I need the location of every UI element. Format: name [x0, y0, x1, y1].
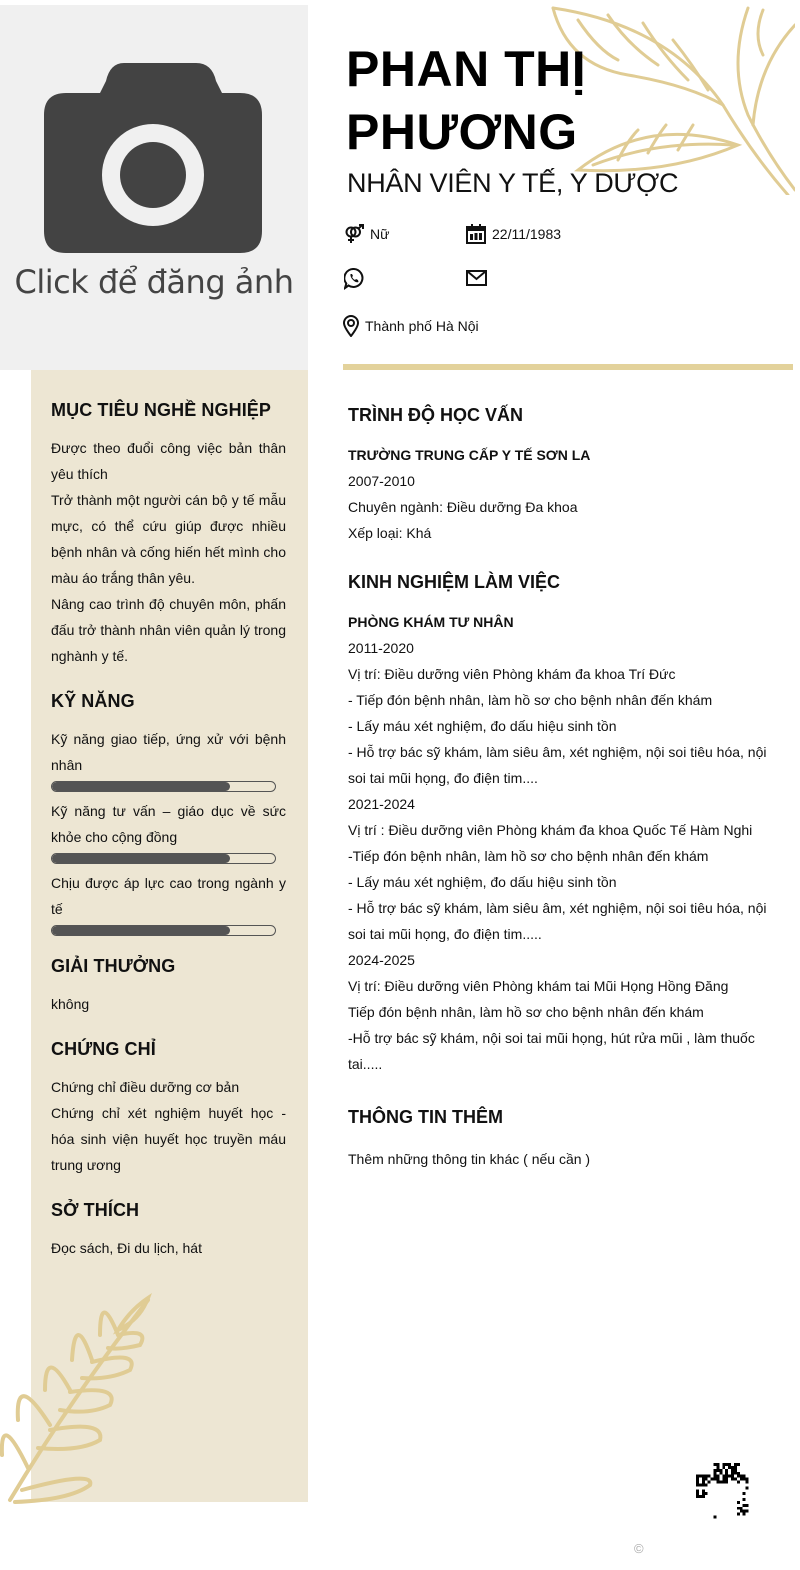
- experience-line: Vị trí: Điều dưỡng viên Phòng khám tai Mũi Họng Hồng Đăng: [348, 978, 729, 994]
- skill-label: Chịu được áp lực cao trong ngành y tế: [51, 875, 286, 917]
- experience-section: [348, 572, 768, 1077]
- skill-fill: [52, 782, 230, 791]
- skill-fill: [52, 854, 230, 863]
- gender-field: [344, 224, 389, 244]
- address-field: [343, 315, 479, 337]
- certificates-heading: CHỨNG CHỈ: [51, 1039, 156, 1059]
- experience-line: 2024-2025: [348, 952, 415, 968]
- photo-upload-caption: Click để đăng ảnh: [14, 263, 294, 301]
- map-pin-icon: [343, 315, 359, 337]
- experience-line: -Hỗ trợ bác sỹ khám, nội soi tai mũi họng, hút rửa mũi , làm thuốc tai.....: [348, 1030, 755, 1072]
- experience-line: -Tiếp đón bệnh nhân, làm hồ sơ cho bệnh nhân đến khám: [348, 848, 709, 864]
- skill-item: [51, 726, 286, 792]
- education-heading: TRÌNH ĐỘ HỌC VẤN: [348, 405, 523, 425]
- experience-heading: KINH NGHIỆM LÀM VIỆC: [348, 572, 561, 592]
- experience-line: - Lấy máu xét nghiệm, đo dấu hiệu sinh tồn: [348, 874, 617, 890]
- hobbies-text: Đọc sách, Đi du lịch, hát: [51, 1240, 202, 1256]
- skill-bar: [51, 925, 276, 936]
- whatsapp-phone-icon: [344, 268, 364, 290]
- additional-info-heading: THÔNG TIN THÊM: [348, 1107, 503, 1127]
- birthday-field: [466, 224, 561, 244]
- experience-line: Vị trí : Điều dưỡng viên Phòng khám đa khoa Quốc Tế Hàm Nghi: [348, 822, 753, 838]
- hobbies-heading: SỞ THÍCH: [51, 1200, 140, 1220]
- name-line-1: PHAN THỊ: [346, 41, 587, 97]
- leaf-decoration-icon: [0, 1290, 160, 1505]
- calendar-icon: [466, 224, 486, 244]
- skill-item: [51, 798, 286, 864]
- objective-line: Trở thành một người cán bộ y tế mẫu mực, có thể cứu giúp được nhiều bệnh nhân và cống hiến hết mình cho màu áo trắng thân yêu.: [51, 492, 286, 586]
- experience-line: - Lấy máu xét nghiệm, đo dấu hiệu sinh tồn: [348, 718, 617, 734]
- awards-heading: GIẢI THƯỞNG: [51, 956, 176, 976]
- objective-heading: MỤC TIÊU NGHỀ NGHIỆP: [51, 400, 272, 420]
- experience-line: - Hỗ trợ bác sỹ khám, làm siêu âm, xét nghiệm, nội soi tiêu hóa, nội soi tai mũi họng, đo điện tim.....: [348, 900, 767, 942]
- email-field[interactable]: [466, 270, 493, 286]
- employer-name: PHÒNG KHÁM TƯ NHÂN: [348, 614, 514, 630]
- experience-line: 2011-2020: [348, 640, 414, 656]
- education-years: 2007-2010: [348, 473, 415, 489]
- awards-section: [51, 956, 286, 1017]
- header-divider: [343, 364, 793, 370]
- objective-section: [51, 400, 286, 669]
- skills-heading: KỸ NĂNG: [51, 691, 135, 711]
- awards-text: không: [51, 996, 90, 1012]
- skill-fill: [52, 926, 230, 935]
- experience-line: - Hỗ trợ bác sỹ khám, làm siêu âm, xét nghiệm, nội soi tiêu hóa, nội soi tai mũi họng, đo điện tim....: [348, 744, 767, 786]
- skill-bar: [51, 781, 276, 792]
- gender-icon: [344, 224, 364, 244]
- gender-value: Nữ: [370, 226, 390, 242]
- main-content: [348, 405, 768, 1198]
- certificate-line: Chứng chỉ điều dưỡng cơ bản: [51, 1079, 240, 1095]
- school-name: TRƯỜNG TRUNG CẤP Y TẾ SƠN LA: [348, 447, 591, 463]
- skill-label: Kỹ năng giao tiếp, ứng xử với bệnh nhân: [51, 731, 286, 773]
- copyright-icon: ©: [634, 1541, 644, 1556]
- objective-line: Nâng cao trình độ chuyên môn, phấn đấu trở thành nhân viên quản lý trong nghành y tế.: [51, 596, 286, 664]
- additional-info-section: [348, 1107, 768, 1172]
- envelope-icon: [466, 270, 487, 286]
- job-title: NHÂN VIÊN Y TẾ, Y DƯỢC: [347, 168, 679, 198]
- birthday-value: 22/11/1983: [492, 226, 562, 242]
- name-line-2: PHƯƠNG: [346, 104, 578, 160]
- education-grade: Xếp loại: Khá: [348, 525, 432, 541]
- phone-field[interactable]: [344, 268, 370, 290]
- education-section: [348, 405, 768, 546]
- objective-line: Được theo đuổi công việc bản thân yêu thích: [51, 440, 286, 482]
- skills-section: [51, 691, 286, 936]
- skill-bar: [51, 853, 276, 864]
- camera-icon: [44, 63, 262, 253]
- hobbies-section: [51, 1200, 286, 1261]
- candidate-name: [346, 38, 646, 164]
- experience-line: Vị trí: Điều dưỡng viên Phòng khám đa khoa Trí Đức: [348, 666, 676, 682]
- additional-info-text: Thêm những thông tin khác ( nếu cần ): [348, 1151, 591, 1167]
- skill-item: [51, 870, 286, 936]
- education-major: Chuyên ngành: Điều dưỡng Đa khoa: [348, 499, 578, 515]
- address-value: Thành phố Hà Nội: [365, 318, 479, 334]
- experience-line: Tiếp đón bệnh nhân, làm hồ sơ cho bệnh nhân đến khám: [348, 1004, 704, 1020]
- certificate-line: Chứng chỉ xét nghiệm huyết học - hóa sinh viện huyết học truyền máu trung ương: [51, 1105, 286, 1173]
- experience-line: - Tiếp đón bệnh nhân, làm hồ sơ cho bệnh nhân đến khám: [348, 692, 713, 708]
- certificates-section: [51, 1039, 286, 1178]
- experience-line: 2021-2024: [348, 796, 415, 812]
- qr-code-icon: [695, 1463, 767, 1533]
- photo-upload[interactable]: [0, 5, 308, 370]
- skill-label: Kỹ năng tư vấn – giáo dục về sức khỏe cho cộng đồng: [51, 803, 286, 845]
